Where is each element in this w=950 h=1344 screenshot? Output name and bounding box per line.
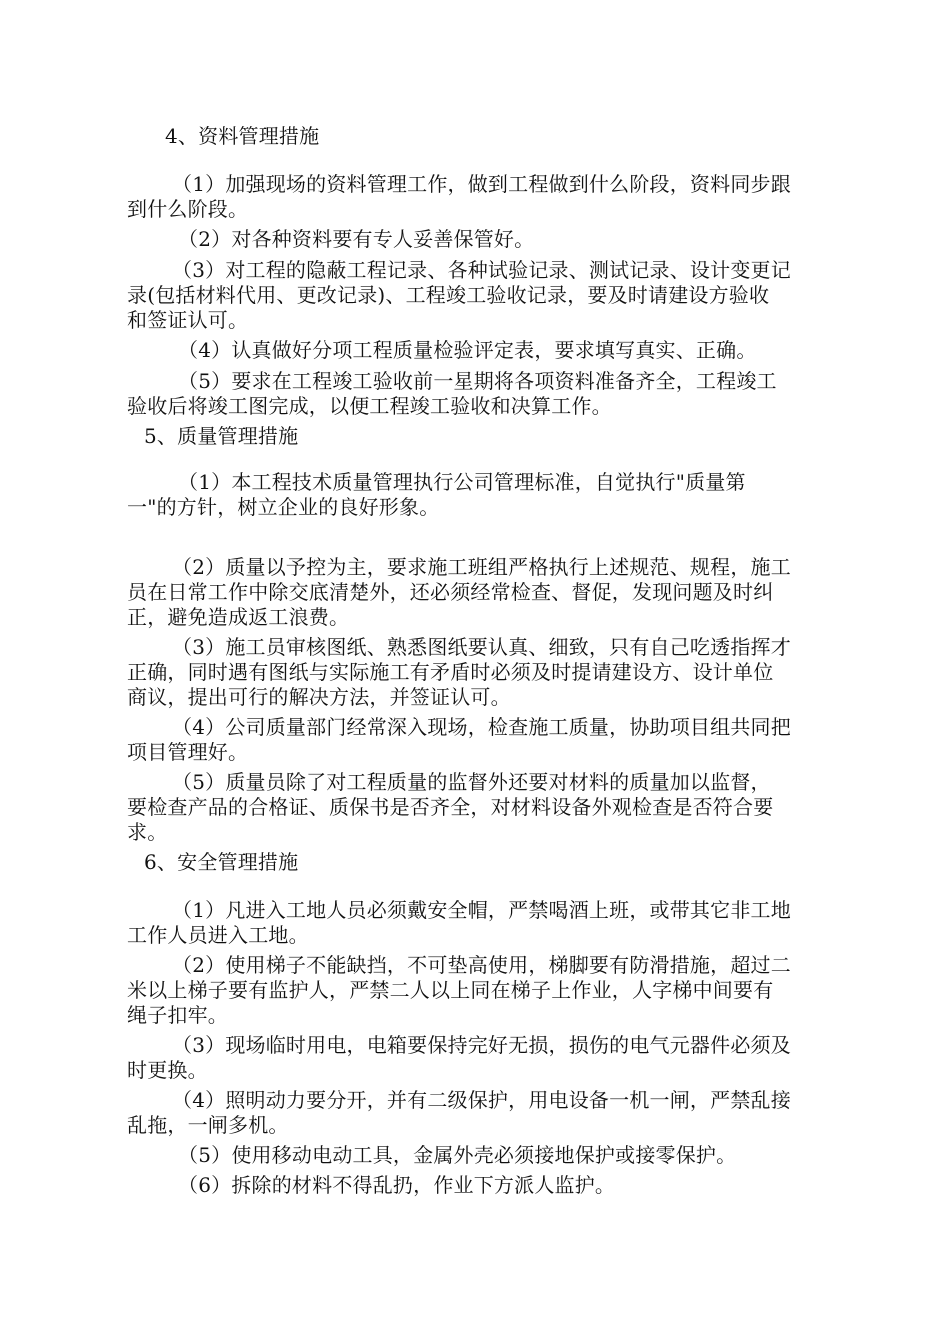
paragraph-line: （4）公司质量部门经常深入现场，检查施工质量，协助项目组共同把 [172, 715, 791, 739]
paragraph-line: （3）现场临时用电，电箱要保持完好无损，损伤的电气元器件必须及 [172, 1033, 791, 1057]
paragraph-line: 绳子扣牢。 [127, 1003, 228, 1027]
section-heading-4: 4、资料管理措施 [165, 124, 320, 148]
paragraph-line: （1）加强现场的资料管理工作，做到工程做到什么阶段，资料同步跟 [172, 172, 791, 196]
paragraph-line: 要检查产品的合格证、质保书是否齐全，对材料设备外观检查是否符合要 [127, 795, 774, 819]
paragraph-line: 验收后将竣工图完成，以便工程竣工验收和决算工作。 [127, 394, 612, 418]
paragraph-line: 录(包括材料代用、更改记录)、工程竣工验收记录，要及时请建设方验收 [127, 283, 770, 307]
paragraph-line: 和签证认可。 [127, 308, 249, 332]
paragraph-line: 乱拖，一闸多机。 [127, 1113, 289, 1137]
paragraph-line: 到什么阶段。 [127, 197, 249, 221]
paragraph-line: 时更换。 [127, 1058, 208, 1082]
section-heading-6: 6、安全管理措施 [144, 850, 299, 874]
paragraph-line: 一"的方针，树立企业的良好形象。 [127, 495, 440, 519]
paragraph-line: （5）要求在工程竣工验收前一星期将各项资料准备齐全，工程竣工 [178, 369, 777, 393]
paragraph-line: （5）质量员除了对工程质量的监督外还要对材料的质量加以监督， [172, 770, 771, 794]
paragraph-line: 米以上梯子要有监护人，严禁二人以上同在梯子上作业，人字梯中间要有 [127, 978, 774, 1002]
paragraph-line: 求。 [127, 820, 168, 844]
paragraph-line: （2）对各种资料要有专人妥善保管好。 [178, 227, 535, 251]
paragraph-line: （4）照明动力要分开，并有二级保护，用电设备一机一闸，严禁乱接 [172, 1088, 791, 1112]
paragraph-line: 工作人员进入工地。 [127, 923, 309, 947]
paragraph-line: （4）认真做好分项工程质量检验评定表，要求填写真实、正确。 [178, 338, 757, 362]
paragraph-line: 正，避免造成返工浪费。 [127, 605, 350, 629]
paragraph-line: （6）拆除的材料不得乱扔，作业下方派人监护。 [178, 1173, 616, 1197]
paragraph-line: （1）本工程技术质量管理执行公司管理标准，自觉执行"质量第 [178, 470, 746, 494]
paragraph-line: 项目管理好。 [127, 740, 249, 764]
paragraph-line: （1）凡进入工地人员必须戴安全帽，严禁喝酒上班，或带其它非工地 [172, 898, 791, 922]
paragraph-line: 员在日常工作中除交底清楚外，还必须经常检查、督促，发现问题及时纠 [127, 580, 774, 604]
paragraph-line: （2）使用梯子不能缺挡，不可垫高使用，梯脚要有防滑措施，超过二 [172, 953, 791, 977]
paragraph-line: （3）对工程的隐蔽工程记录、各种试验记录、测试记录、设计变更记 [172, 258, 791, 282]
paragraph-line: （2）质量以予控为主，要求施工班组严格执行上述规范、规程，施工 [172, 555, 791, 579]
paragraph-line: 商议，提出可行的解决方法，并签证认可。 [127, 685, 511, 709]
section-heading-5: 5、质量管理措施 [144, 424, 299, 448]
paragraph-line: （3）施工员审核图纸、熟悉图纸要认真、细致，只有自己吃透指挥才 [172, 635, 791, 659]
paragraph-line: 正确，同时遇有图纸与实际施工有矛盾时必须及时提请建设方、设计单位 [127, 660, 774, 684]
paragraph-line: （5）使用移动电动工具，金属外壳必须接地保护或接零保护。 [178, 1143, 737, 1167]
